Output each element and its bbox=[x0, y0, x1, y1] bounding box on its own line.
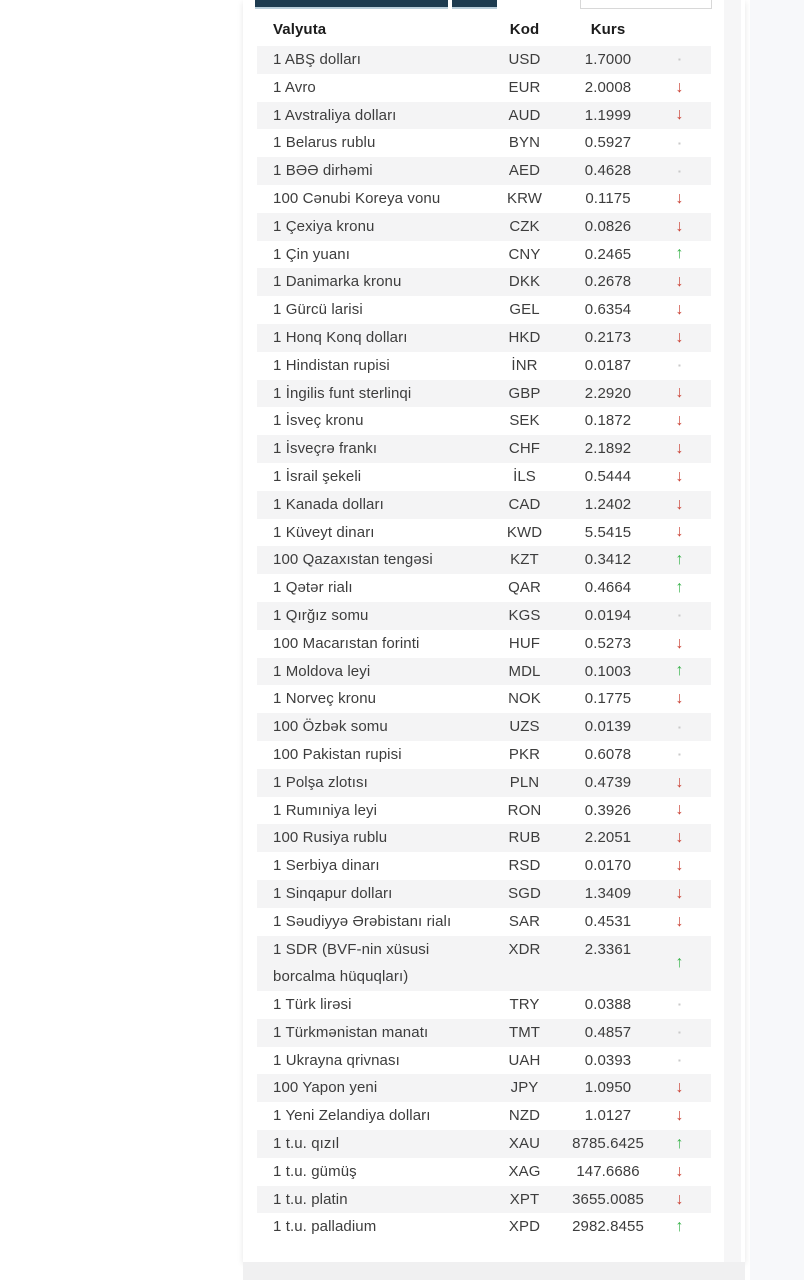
trend-cell bbox=[664, 1130, 711, 1158]
currency-code: CHF bbox=[497, 435, 552, 463]
trend-cell bbox=[664, 324, 711, 352]
currency-name: 100 Yapon yeni bbox=[257, 1074, 497, 1102]
currency-name: 1 t.u. platin bbox=[257, 1186, 497, 1214]
currency-code: SAR bbox=[508, 912, 541, 930]
trend-cell bbox=[664, 1074, 711, 1102]
table-row bbox=[257, 1130, 711, 1158]
table-row bbox=[257, 463, 711, 491]
table-row bbox=[257, 1158, 711, 1186]
trend-cell bbox=[664, 1213, 711, 1241]
currency-rate: 0.1175 bbox=[585, 189, 631, 207]
currency-rate: 0.1003 bbox=[552, 658, 664, 686]
table-row bbox=[257, 824, 711, 852]
currency-name: 1 Çexiya kronu bbox=[257, 213, 497, 241]
table-row bbox=[257, 602, 711, 630]
currency-code: GBP bbox=[497, 380, 552, 408]
trend-cell bbox=[664, 630, 711, 658]
trend-steady-icon: ▪ bbox=[678, 611, 681, 621]
trend-down-icon: ↓ bbox=[675, 217, 684, 235]
page-bottom-strip bbox=[243, 1262, 745, 1280]
currency-rate: 5.5415 bbox=[584, 523, 632, 541]
currency-rate: 0.0187 bbox=[584, 356, 632, 374]
currency-name: 1 t.u. palladium bbox=[273, 1218, 377, 1236]
trend-up-icon: ↑ bbox=[675, 245, 684, 263]
currency-name: 1 Qırğız somu bbox=[257, 602, 497, 630]
currency-code: İNR bbox=[511, 356, 538, 374]
table-row bbox=[257, 852, 711, 880]
currency-name: 1 Türkmənistan manatı bbox=[257, 1019, 497, 1047]
table-row bbox=[257, 685, 711, 713]
table-row bbox=[257, 74, 711, 102]
table-row bbox=[257, 185, 711, 213]
trend-down-icon: ↓ bbox=[675, 1107, 684, 1125]
currency-name: 1 ABŞ dolları bbox=[257, 46, 497, 74]
trend-cell bbox=[664, 908, 711, 936]
table-row bbox=[257, 157, 711, 185]
currency-rate: 0.4857 bbox=[552, 1019, 664, 1047]
currency-name: 1 İsveçrə frankı bbox=[257, 435, 497, 463]
currency-name: 100 Özbək somu bbox=[257, 713, 497, 741]
currency-rate: 0.1775 bbox=[584, 690, 632, 708]
table-row bbox=[257, 991, 711, 1019]
currency-code: XPD bbox=[508, 1218, 541, 1236]
currency-code: BYN bbox=[508, 134, 541, 152]
currency-name: 1 Çin yuanı bbox=[273, 245, 350, 263]
trend-cell bbox=[664, 769, 711, 797]
currency-rate: 0.4531 bbox=[584, 912, 632, 930]
currency-code: XAU bbox=[497, 1130, 552, 1158]
trend-down-icon: ↓ bbox=[675, 384, 684, 402]
trend-down-icon: ↓ bbox=[675, 523, 684, 541]
trend-steady-icon: ▪ bbox=[678, 55, 681, 65]
currency-rate: 1.2402 bbox=[552, 491, 664, 519]
trend-cell bbox=[664, 241, 711, 269]
currency-rate: 1.1999 bbox=[552, 102, 664, 130]
currency-rate: 1.0127 bbox=[584, 1107, 632, 1125]
currency-code: RON bbox=[507, 801, 542, 819]
table-row bbox=[257, 936, 711, 992]
trend-down-icon: ↓ bbox=[675, 328, 684, 346]
trend-cell bbox=[664, 602, 711, 630]
table-row bbox=[257, 352, 711, 380]
currency-code: QAR bbox=[508, 579, 541, 597]
currency-code: AED bbox=[497, 157, 552, 185]
currency-name: 1 Polşa zlotısı bbox=[257, 769, 497, 797]
currency-name: 1 Serbiya dinarı bbox=[273, 857, 380, 875]
column-header-currency: Valyuta bbox=[273, 20, 327, 38]
currency-rate: 0.5444 bbox=[584, 467, 632, 485]
trend-cell bbox=[664, 1102, 711, 1130]
table-row bbox=[257, 491, 711, 519]
trend-cell bbox=[664, 713, 711, 741]
currency-rate: 2.2051 bbox=[552, 824, 664, 852]
currency-name: 1 Küveyt dinarı bbox=[273, 523, 375, 541]
currency-code: NOK bbox=[508, 690, 541, 708]
currency-code: PLN bbox=[497, 769, 552, 797]
trend-down-icon: ↓ bbox=[675, 801, 684, 819]
currency-code: İLS bbox=[513, 467, 536, 485]
trend-cell bbox=[664, 185, 711, 213]
table-row bbox=[257, 407, 711, 435]
currency-name: 100 Macarıstan forinti bbox=[273, 634, 420, 652]
currency-rate: 0.4739 bbox=[552, 769, 664, 797]
currency-name: 100 Pakistan rupisi bbox=[273, 745, 402, 763]
currency-rate: 0.0194 bbox=[552, 602, 664, 630]
currency-name: 1 İngilis funt sterlinqi bbox=[257, 380, 497, 408]
currency-code: MDL bbox=[497, 658, 552, 686]
currency-rate: 0.5927 bbox=[584, 134, 632, 152]
rates-tab-secondary[interactable] bbox=[452, 0, 497, 9]
trend-cell bbox=[664, 296, 711, 324]
currency-code: GEL bbox=[509, 301, 540, 319]
currency-code: TRY bbox=[509, 996, 540, 1014]
currency-name: 100 Rusiya rublu bbox=[257, 824, 497, 852]
table-row bbox=[257, 1074, 711, 1102]
currency-name: 1 Rumıniya leyi bbox=[273, 801, 378, 819]
currency-code: TMT bbox=[497, 1019, 552, 1047]
trend-cell bbox=[664, 129, 711, 157]
trend-down-icon: ↓ bbox=[675, 273, 684, 291]
trend-cell bbox=[664, 1186, 711, 1214]
table-row bbox=[257, 880, 711, 908]
table-row bbox=[257, 519, 711, 547]
trend-cell bbox=[664, 380, 711, 408]
trend-cell bbox=[664, 268, 711, 296]
trend-cell bbox=[664, 102, 711, 130]
currency-code: SGD bbox=[497, 880, 552, 908]
trend-cell bbox=[664, 880, 711, 908]
currency-code: KRW bbox=[506, 189, 543, 207]
currency-name: 1 Ukrayna qrivnası bbox=[273, 1051, 400, 1069]
currency-code: JPY bbox=[497, 1074, 552, 1102]
currency-rate: 0.2678 bbox=[552, 268, 664, 296]
page-background-panel bbox=[750, 0, 804, 1280]
trend-steady-icon: ▪ bbox=[678, 1028, 681, 1038]
currency-name: 1 Türk lirəsi bbox=[273, 996, 352, 1014]
currency-rate: 0.1872 bbox=[584, 412, 632, 430]
trend-down-icon: ↓ bbox=[675, 857, 684, 874]
trend-down-icon: ↓ bbox=[675, 884, 684, 902]
currency-code: KZT bbox=[497, 546, 552, 574]
currency-rate: 2.3361 bbox=[552, 936, 664, 992]
table-row bbox=[257, 1213, 711, 1241]
currency-name: 1 Moldova leyi bbox=[257, 658, 497, 686]
table-row bbox=[257, 741, 711, 769]
trend-steady-icon: ▪ bbox=[678, 1056, 681, 1066]
currency-code: UAH bbox=[508, 1051, 541, 1069]
currency-rate: 1.7000 bbox=[552, 46, 664, 74]
currency-code: KGS bbox=[497, 602, 552, 630]
currency-rates-table-body bbox=[257, 46, 711, 1241]
trend-down-icon: ↓ bbox=[675, 912, 684, 930]
currency-name: 1 Gürcü larisi bbox=[273, 301, 363, 319]
trend-steady-icon: ▪ bbox=[678, 166, 681, 176]
column-header-trend bbox=[664, 12, 711, 46]
rates-tab-active[interactable] bbox=[255, 0, 448, 9]
trend-down-icon: ↓ bbox=[675, 412, 684, 430]
column-header-code: Kod bbox=[509, 20, 540, 38]
currency-name: 1 Honq Konq dolları bbox=[257, 324, 497, 352]
trend-cell bbox=[664, 157, 711, 185]
trend-up-icon: ↑ bbox=[675, 579, 684, 597]
trend-down-icon: ↓ bbox=[675, 106, 684, 124]
currency-rate: 0.0388 bbox=[584, 996, 632, 1014]
trend-down-icon: ↓ bbox=[675, 773, 684, 791]
currency-name: 1 Belarus rublu bbox=[273, 134, 376, 152]
trend-down-icon: ↓ bbox=[675, 301, 684, 319]
currency-code: XPT bbox=[497, 1186, 552, 1214]
table-row bbox=[257, 46, 711, 74]
scrollbar-track[interactable] bbox=[724, 0, 741, 1262]
trend-down-icon: ↓ bbox=[675, 1162, 684, 1180]
table-row bbox=[257, 324, 711, 352]
trend-up-icon: ↑ bbox=[675, 1134, 684, 1152]
trend-cell bbox=[664, 991, 711, 1019]
table-row bbox=[257, 1019, 711, 1047]
currency-rate: 1.3409 bbox=[552, 880, 664, 908]
trend-down-icon: ↓ bbox=[675, 78, 684, 96]
currency-rate: 1.0950 bbox=[552, 1074, 664, 1102]
currency-code: HKD bbox=[497, 324, 552, 352]
currency-code: KWD bbox=[506, 523, 543, 541]
date-picker-input[interactable] bbox=[580, 0, 712, 9]
table-row bbox=[257, 435, 711, 463]
currency-rate: 0.6078 bbox=[584, 745, 632, 763]
trend-cell bbox=[664, 407, 711, 435]
currency-rate: 0.3412 bbox=[552, 546, 664, 574]
currency-code: SEK bbox=[509, 412, 540, 430]
trend-cell bbox=[664, 574, 711, 602]
currency-rate: 3655.0085 bbox=[552, 1186, 664, 1214]
trend-cell bbox=[664, 519, 711, 547]
table-row bbox=[257, 658, 711, 686]
currency-name: 1 t.u. qızıl bbox=[257, 1130, 497, 1158]
currency-rate: 147.6686 bbox=[576, 1162, 640, 1180]
currency-code: USD bbox=[497, 46, 552, 74]
currency-rate: 2.0008 bbox=[584, 78, 632, 96]
currency-name: 1 Norveç kronu bbox=[273, 690, 377, 708]
trend-cell bbox=[664, 685, 711, 713]
table-row bbox=[257, 129, 711, 157]
trend-cell bbox=[664, 491, 711, 519]
currency-name: 1 Danimarka kronu bbox=[257, 268, 497, 296]
currency-name: 100 Qazaxıstan tengəsi bbox=[257, 546, 497, 574]
trend-up-icon: ↑ bbox=[675, 954, 684, 972]
currency-rate: 2982.8455 bbox=[572, 1218, 644, 1236]
currency-rate: 0.3926 bbox=[584, 801, 632, 819]
currency-code: UZS bbox=[497, 713, 552, 741]
currency-rate: 0.0393 bbox=[584, 1051, 632, 1069]
currency-name: 1 Sinqapur dolları bbox=[257, 880, 497, 908]
trend-down-icon: ↓ bbox=[675, 440, 684, 458]
currency-code: NZD bbox=[508, 1107, 541, 1125]
trend-down-icon: ↓ bbox=[675, 829, 684, 847]
table-row bbox=[257, 213, 711, 241]
trend-cell bbox=[664, 74, 711, 102]
currency-rate: 0.2465 bbox=[584, 245, 632, 263]
table-row bbox=[257, 574, 711, 602]
table-header-row bbox=[257, 12, 711, 46]
table-row bbox=[257, 296, 711, 324]
currency-name: 1 İsrail şekeli bbox=[273, 467, 362, 485]
trend-up-icon: ↑ bbox=[675, 1218, 684, 1236]
trend-down-icon: ↓ bbox=[675, 1190, 684, 1208]
currency-name: 1 t.u. gümüş bbox=[273, 1162, 357, 1180]
trend-cell bbox=[664, 463, 711, 491]
currency-code: RUB bbox=[497, 824, 552, 852]
trend-cell bbox=[664, 1019, 711, 1047]
trend-cell bbox=[664, 352, 711, 380]
currency-rate: 8785.6425 bbox=[552, 1130, 664, 1158]
trend-down-icon: ↓ bbox=[675, 467, 684, 485]
table-row bbox=[257, 769, 711, 797]
trend-cell bbox=[664, 1158, 711, 1186]
trend-steady-icon: ▪ bbox=[678, 1000, 681, 1010]
currency-rate: 2.2920 bbox=[552, 380, 664, 408]
trend-down-icon: ↓ bbox=[675, 634, 684, 652]
table-row bbox=[257, 380, 711, 408]
table-row bbox=[257, 797, 711, 825]
trend-cell bbox=[664, 546, 711, 574]
table-row bbox=[257, 713, 711, 741]
exchange-rates-card bbox=[243, 0, 745, 1262]
currency-rate: 0.5273 bbox=[584, 634, 632, 652]
trend-cell bbox=[664, 741, 711, 769]
currency-rates-table bbox=[257, 12, 711, 1241]
table-row bbox=[257, 1186, 711, 1214]
currency-rate: 0.0826 bbox=[552, 213, 664, 241]
currency-code: XDR bbox=[497, 936, 552, 992]
currency-name: 1 Yeni Zelandiya dolları bbox=[273, 1107, 431, 1125]
currency-name: 1 Avstraliya dolları bbox=[257, 102, 497, 130]
trend-steady-icon: ▪ bbox=[678, 361, 681, 371]
trend-cell bbox=[664, 213, 711, 241]
trend-down-icon: ↓ bbox=[675, 189, 684, 207]
trend-up-icon: ↑ bbox=[675, 662, 684, 680]
currency-name: 1 Qətər rialı bbox=[273, 579, 353, 597]
trend-cell bbox=[664, 658, 711, 686]
column-header-rate: Kurs bbox=[590, 20, 626, 38]
trend-up-icon: ↑ bbox=[675, 551, 684, 569]
currency-code: RSD bbox=[508, 857, 541, 875]
table-row bbox=[257, 546, 711, 574]
trend-down-icon: ↓ bbox=[675, 1079, 684, 1097]
currency-rate: 0.0170 bbox=[584, 857, 632, 875]
currency-code: CZK bbox=[497, 213, 552, 241]
currency-name: 1 Hindistan rupisi bbox=[273, 356, 390, 374]
currency-name: 1 Kanada dolları bbox=[257, 491, 497, 519]
currency-rate: 0.4628 bbox=[552, 157, 664, 185]
trend-down-icon: ↓ bbox=[675, 495, 684, 513]
trend-cell bbox=[664, 1047, 711, 1075]
currency-rate: 0.4664 bbox=[584, 579, 632, 597]
table-row bbox=[257, 630, 711, 658]
currency-name: 1 BƏƏ dirhəmi bbox=[257, 157, 497, 185]
currency-rate: 0.2173 bbox=[552, 324, 664, 352]
trend-cell bbox=[664, 936, 711, 992]
trend-steady-icon: ▪ bbox=[678, 722, 681, 732]
currency-code: HUF bbox=[508, 634, 541, 652]
table-row bbox=[257, 1102, 711, 1130]
currency-rate: 0.0139 bbox=[552, 713, 664, 741]
currency-code: DKK bbox=[497, 268, 552, 296]
currency-name: 100 Cənubi Koreya vonu bbox=[273, 189, 441, 207]
currency-code: CNY bbox=[508, 245, 541, 263]
trend-steady-icon: ▪ bbox=[678, 750, 681, 760]
currency-name: 1 Səudiyyə Ərəbistanı rialı bbox=[273, 912, 452, 930]
table-row bbox=[257, 268, 711, 296]
currency-code: CAD bbox=[497, 491, 552, 519]
currency-rate: 0.6354 bbox=[584, 301, 632, 319]
trend-steady-icon: ▪ bbox=[678, 138, 681, 148]
currency-rate: 2.1892 bbox=[552, 435, 664, 463]
currency-name: 1 Avro bbox=[273, 78, 316, 96]
currency-code: AUD bbox=[497, 102, 552, 130]
currency-code: EUR bbox=[508, 78, 541, 96]
trend-cell bbox=[664, 824, 711, 852]
currency-name: 1 SDR (BVF-nin xüsusi borcalma hüquqları) bbox=[257, 936, 497, 992]
trend-cell bbox=[664, 797, 711, 825]
trend-cell bbox=[664, 46, 711, 74]
table-row bbox=[257, 1047, 711, 1075]
currency-name: 1 İsveç kronu bbox=[273, 412, 364, 430]
trend-cell bbox=[664, 852, 711, 880]
currency-code: PKR bbox=[508, 745, 541, 763]
currency-code: XAG bbox=[508, 1162, 541, 1180]
table-row bbox=[257, 241, 711, 269]
table-row bbox=[257, 102, 711, 130]
table-row bbox=[257, 908, 711, 936]
trend-down-icon: ↓ bbox=[675, 690, 684, 708]
trend-cell bbox=[664, 435, 711, 463]
